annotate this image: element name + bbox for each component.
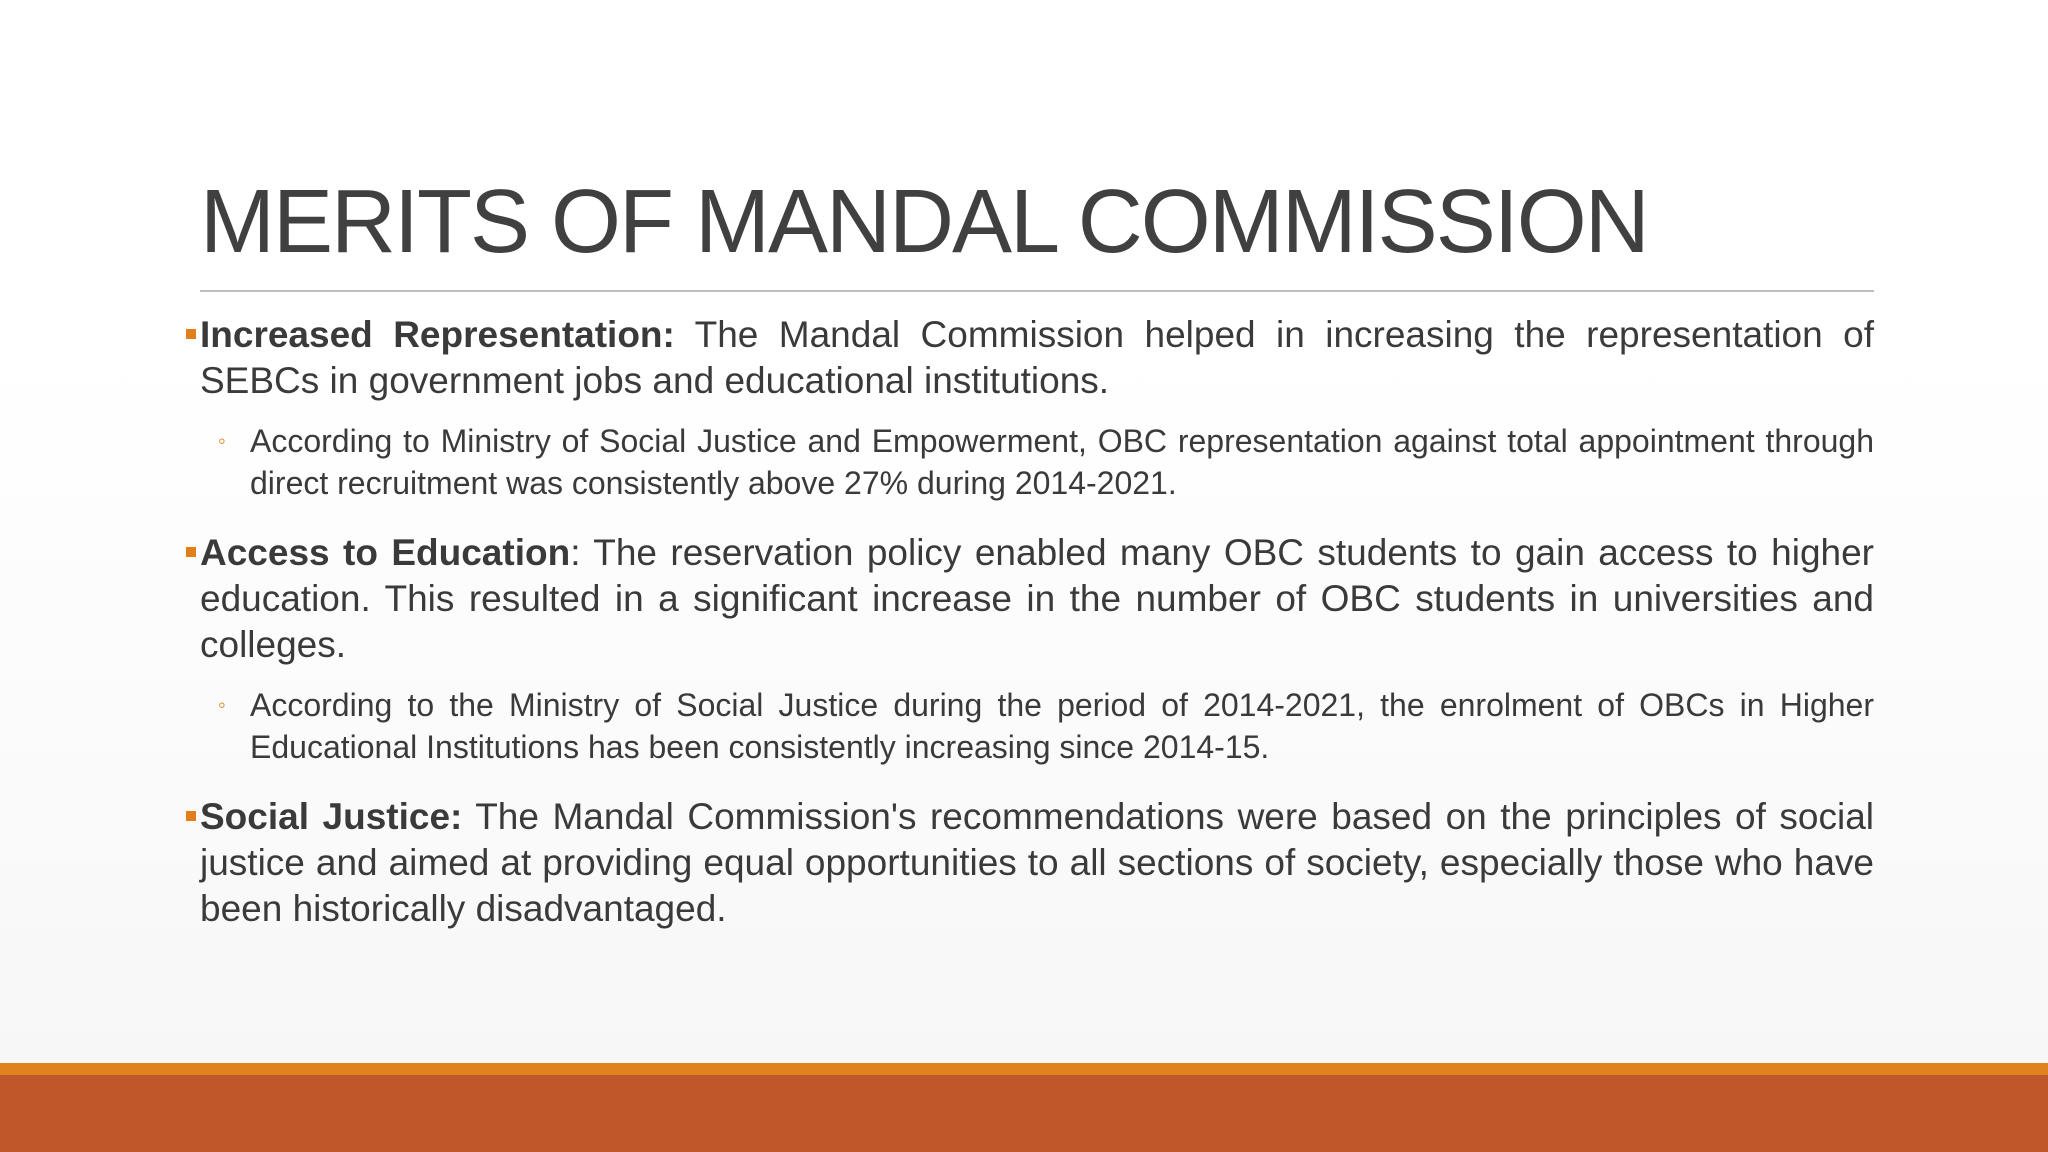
title-divider [200, 290, 1874, 292]
square-bullet-icon [186, 329, 196, 339]
sub-bullet-text: According to the Ministry of Social Justice during the period of 2014-2021, the enrolment of OBCs in Higher Educational Institutions has been consistently increasing since 2014-15. [250, 687, 1874, 765]
sub-bullet-text: According to Ministry of Social Justice and Empowerment, OBC representation against total appointment through direct recruitment was consistently above 27% during 2014-2021. [250, 423, 1874, 501]
footer-accent-strip [0, 1063, 2048, 1075]
circle-bullet-icon: ◦ [218, 692, 226, 717]
bullet-text: : The reservation policy enabled many OBC students to gain access to higher education. This resulted in a significant increase in the number of OBC students in universities and colleges. [200, 532, 1874, 665]
slide-content [200, 312, 1874, 948]
bullet-heading: Social Justice: [200, 796, 463, 837]
circle-bullet-icon: ◦ [218, 428, 226, 453]
slide-title: MERITS OF MANDAL COMMISSION [200, 172, 1648, 272]
bullet-access-to-education [200, 530, 1874, 668]
bullet-text: The Mandal Commission helped in increasing the representation of SEBCs in government jobs and educational institutions. [200, 314, 1874, 401]
bullet-text: The Mandal Commission's recommendations were based on the principles of social justice and aimed at providing equal opportunities to all sections of society, especially those who have been historically disadvantaged. [200, 796, 1875, 929]
sub-bullet-obc-representation [200, 420, 1874, 504]
square-bullet-icon [186, 547, 196, 557]
bullet-increased-representation [200, 312, 1874, 404]
bullet-heading: Increased Representation: [200, 314, 675, 355]
footer-bar [0, 1075, 2048, 1152]
sub-bullet-obc-enrolment [200, 684, 1874, 768]
square-bullet-icon [186, 811, 196, 821]
bullet-heading: Access to Education [200, 532, 571, 573]
bullet-social-justice [200, 794, 1874, 932]
